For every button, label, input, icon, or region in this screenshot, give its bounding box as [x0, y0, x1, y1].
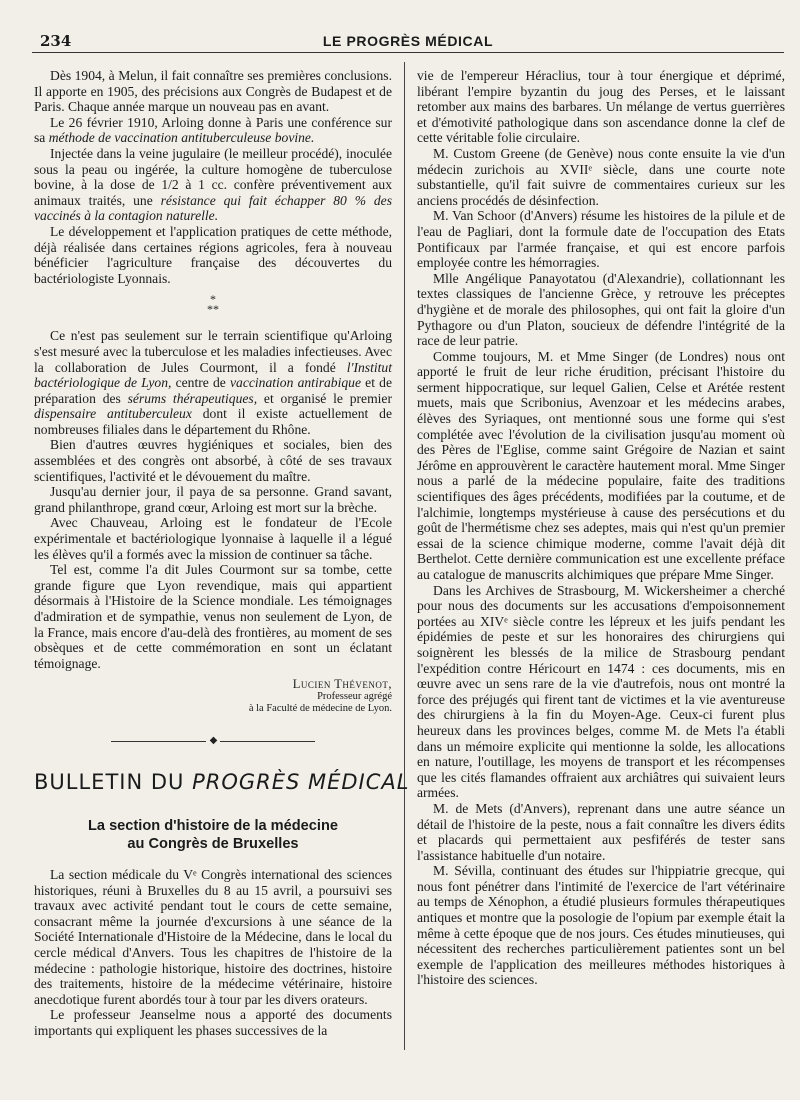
- author-name: Lucien Thévenot,: [292, 677, 392, 692]
- emphasis: l'Institut bactériologique de Lyon,: [34, 359, 392, 391]
- right-column: [417, 68, 785, 988]
- page-header: [32, 30, 784, 52]
- text-run: Le 26 février 1910, Arloing donne à Paris une conférence sur sa: [34, 114, 392, 146]
- paragraph: M. de Mets (d'Anvers), reprenant dans une autre séance un détail de l'histoire de la peste, nous a fait connaître les divers édits et placards qui permettaient aux pesfiférés de tester sans l'assistance habituelle d'un notaire.: [417, 800, 785, 863]
- paragraph: [34, 146, 392, 224]
- asterism-bottom: **: [207, 302, 219, 317]
- paragraph: [34, 328, 392, 437]
- ornament-line: [220, 741, 315, 742]
- column-divider: [404, 62, 405, 1050]
- left-column: [34, 68, 410, 1039]
- section-asterism: [34, 292, 392, 317]
- bulletin-journal-name: PROGRÈS MÉDICAL: [192, 770, 410, 795]
- bulletin-text: BULLETIN DU: [34, 770, 193, 795]
- paragraph: Mlle Angélique Panayotatou (d'Alexandrie), collationnant les textes classiques de l'ancienne Grèce, y retrouve les préceptes d'hygiène et de morale des philosophes, qui ont fait la gloire d'un Pythagore ou d'un Platon, soucieux de défendre l'intégrité de la race de leur patrie.: [417, 270, 785, 349]
- article-title-line: au Congrès de Bruxelles: [127, 836, 299, 853]
- paragraph: Comme toujours, M. et Mme Singer (de Londres) nous ont apporté le fruit de leur riche érudition, précisant l'histoire du serment hippocratique, sur lequel Galien, Celse et Arétée restent muets, mais que Scribonius, Avenzoar et les médecins arabes, élèves des Syriaques, ont mentionné sous une forme qui s'est complétée avec l'évolution de la civilisation jusqu'au moment où des Pères de l'Eglise, comme saint Grégoire de Nazian et saint Jérôme en approuvèrent le caractère hautement moral. Mme Singer nous a parlé de la médecine populaire, faite des traditions scientifiques des âges précédents, modifiées par la coutume, et de l'alchimie, longtemps mystérieuse à cause des persécutions et du goût de l'hermétisme chez ses adeptes, mais qui n'est qu'un premier essai de la science chimique moderne, comme l'avait déjà dit Berthelot. Cette dernière communication est une excellente préface au catalogue de manuscrits alchimiques que prépare Mme Singer.: [417, 348, 785, 582]
- paragraph: M. Van Schoor (d'Anvers) résume les histoires de la pilule et de l'eau de Pagliari, dont la formule date de l'occupation des Etats Pontificaux par l'armée française, et qui est encore parfois employée contre les hémorragies.: [417, 208, 785, 271]
- section-ornament: [34, 733, 392, 749]
- paragraph: Tel est, comme l'a dit Jules Courmont sur sa tombe, cette grande figure que Lyon revendique, mais qui appartient désormais à l'Histoire de la Science mondiale. Les témoignages d'admiration et de sympathie, venus non seulement de Lyon, de la France, mais encore d'au-delà des frontières, au moment de ses obsèques et de cette commémoration en sont un éclatant témoignage.: [34, 562, 392, 671]
- emphasis: vaccination antirabique: [229, 375, 362, 391]
- paragraph: Jusqu'au dernier jour, il paya de sa personne. Grand savant, grand philanthrope, grand cœur, Arloing est mort sur la brèche.: [34, 484, 392, 515]
- paragraph: [34, 115, 392, 146]
- article-title-line: La section d'histoire de la médecine: [87, 818, 339, 835]
- text-run: et organisé le premier: [257, 390, 392, 406]
- paragraph: Dès 1904, à Melun, il fait connaître ses premières conclusions. Il apporte en 1905, des précisions aux Congrès de Budapest et de Paris. Chaque année marque un nouveau pas en avant.: [34, 68, 392, 115]
- emphasis: dispensaire antituberculeux: [34, 406, 192, 422]
- paragraph: Le développement et l'application pratiques de cette méthode, déjà réalisée dans certaines régions agricoles, fera à nouveau bénéficier l'agriculture française des découvertes du bactériologiste Lyonnais.: [34, 223, 392, 286]
- ornament-line: [111, 741, 206, 742]
- paragraph: Avec Chauveau, Arloing est le fondateur de l'Ecole expérimentale et bactériologique lyonnaise à laquelle il a légué les élèves qu'il a formés avec la mission de continuer sa tâche.: [34, 515, 392, 562]
- paragraph: Bien d'autres œuvres hygiéniques et sociales, bien des assemblées et des congrès ont absorbé, à côté de ses travaux scientifiques, l'activité et le dévouement du maître.: [34, 437, 392, 484]
- paragraph: La section médicale du Vᵉ Congrès international des sciences historiques, réuni à Bruxelles du 8 au 15 avril, a poursuivi ses travaux avec activité pendant tout le cours de cette semaine, consacrant même la journée d'excursions à une séance de la Société Internationale d'Histoire de la Médecine, dans le local du cercle médical d'Anvers. Tous les chapitres de l'histoire de la médecine : pathologie historique, histoire des doctrines, histoire des traitements, histoire de la médecime vétérinaire, histoire anecdotique furent abordés tour à tour par les divers orateurs.: [34, 867, 392, 1007]
- ornament-diamond-icon: ◆: [209, 735, 217, 747]
- bulletin-heading: [34, 769, 410, 795]
- paragraph: Le professeur Jeanselme nous a apporté des documents importants qui expliquent les phases successives de la: [34, 1007, 392, 1038]
- asterism-top: *: [210, 292, 216, 307]
- text-run: dont il existe actuellement de nombreuses filiales dans le département du Rhône.: [34, 406, 392, 437]
- emphasis: résistance qui fait échapper 80 % des vaccinés à la contagion naturelle.: [34, 192, 392, 224]
- text-run: Ce n'est pas seulement sur le terrain scientifique qu'Arloing s'est mesuré avec la tuberculose et les maladies infectieuses. Avec la collaboration de Jules Courmont, il a fondé: [34, 328, 392, 375]
- text-run: et de préparation des: [34, 375, 392, 406]
- author-title: Professeur agrégé: [317, 691, 392, 703]
- author-affiliation: à la Faculté de médecine de Lyon.: [248, 703, 392, 715]
- article-title: [34, 817, 392, 853]
- paragraph: M. Sévilla, continuant des études sur l'hippiatrie grecque, qui nous font pénétrer dans l'intimité de l'exercice de l'art vétérinaire au temps de Xénophon, a étudié plusieurs formules thérapeutiques antiques et montre que la posologie de l'opium par exemple était la même à cette époque que de nos jours. Ces études minutieuses, qui nécessitent des recherches particulièrement patientes sont un bel exemple de l'application des meilleures méthodes historiques à l'histoire des sciences.: [417, 863, 785, 988]
- header-rule: [32, 52, 784, 53]
- journal-title: LE PROGRÈS MÉDICAL: [322, 33, 494, 49]
- paragraph: vie de l'empereur Héraclius, tour à tour énergique et déprimé, libérant l'empire byzantin du joug des Perses, et le laissant retomber aux mains des barbares. Un mélange de vertus guerrières et d'émotivité pathologique dans son ascendance donne la clef de cette véritable folie circulaire.: [417, 68, 785, 146]
- paragraph: M. Custom Greene (de Genève) nous conte ensuite la vie d'un médecin zurichois au XVIIᵉ siècle, dans une courte note substantielle, qu'il fait suivre de commentaires curieux sur les anciens procédés de désinfection.: [417, 145, 785, 208]
- author-signature: [34, 677, 392, 715]
- paragraph: Dans les Archives de Strasbourg, M. Wickersheimer a cherché pour nous des documents sur les accusations d'empoisonnement portées au XIVᵉ siècle contre les lépreux et les juifs pendant les épidémies de peste et sur les honoraires des chirurgiens qui soignèrent les blessés de la milice de Strasbourg pendant l'expédition contre Héricourt en 1474 : ces documents, mis en œuvre avec un sens rare de la vie d'autrefois, nous ont montré la force des préjugés qui firent tant de victimes et la vie aventureuse des chirurgiens à la fin du Moyen-Age. Ceux-ci furent plus heureux dans les provinces belges, comme M. de Mets l'a établi dans un mémoire explicite qui mentionne la solde, les allocations en nature, l'outillage, les moyens de transport et les récompenses que les cités flamandes offraient aux archiâtres qui suivaient leurs armées.: [417, 582, 785, 801]
- text-run: Injectée dans la veine jugulaire (le meilleur procédé), inoculée sous la peau ou ingérée, la culture homogène de tuberculose bovine, à la dose de 1/2 à 1 cc. confère préventivement aux animaux traités, une: [34, 145, 392, 208]
- emphasis: sérums thérapeutiques,: [127, 390, 258, 406]
- text-run: centre de: [171, 375, 230, 391]
- emphasis: méthode de vaccination antituberculeuse bovine.: [48, 130, 315, 146]
- page-number: 234: [40, 32, 72, 50]
